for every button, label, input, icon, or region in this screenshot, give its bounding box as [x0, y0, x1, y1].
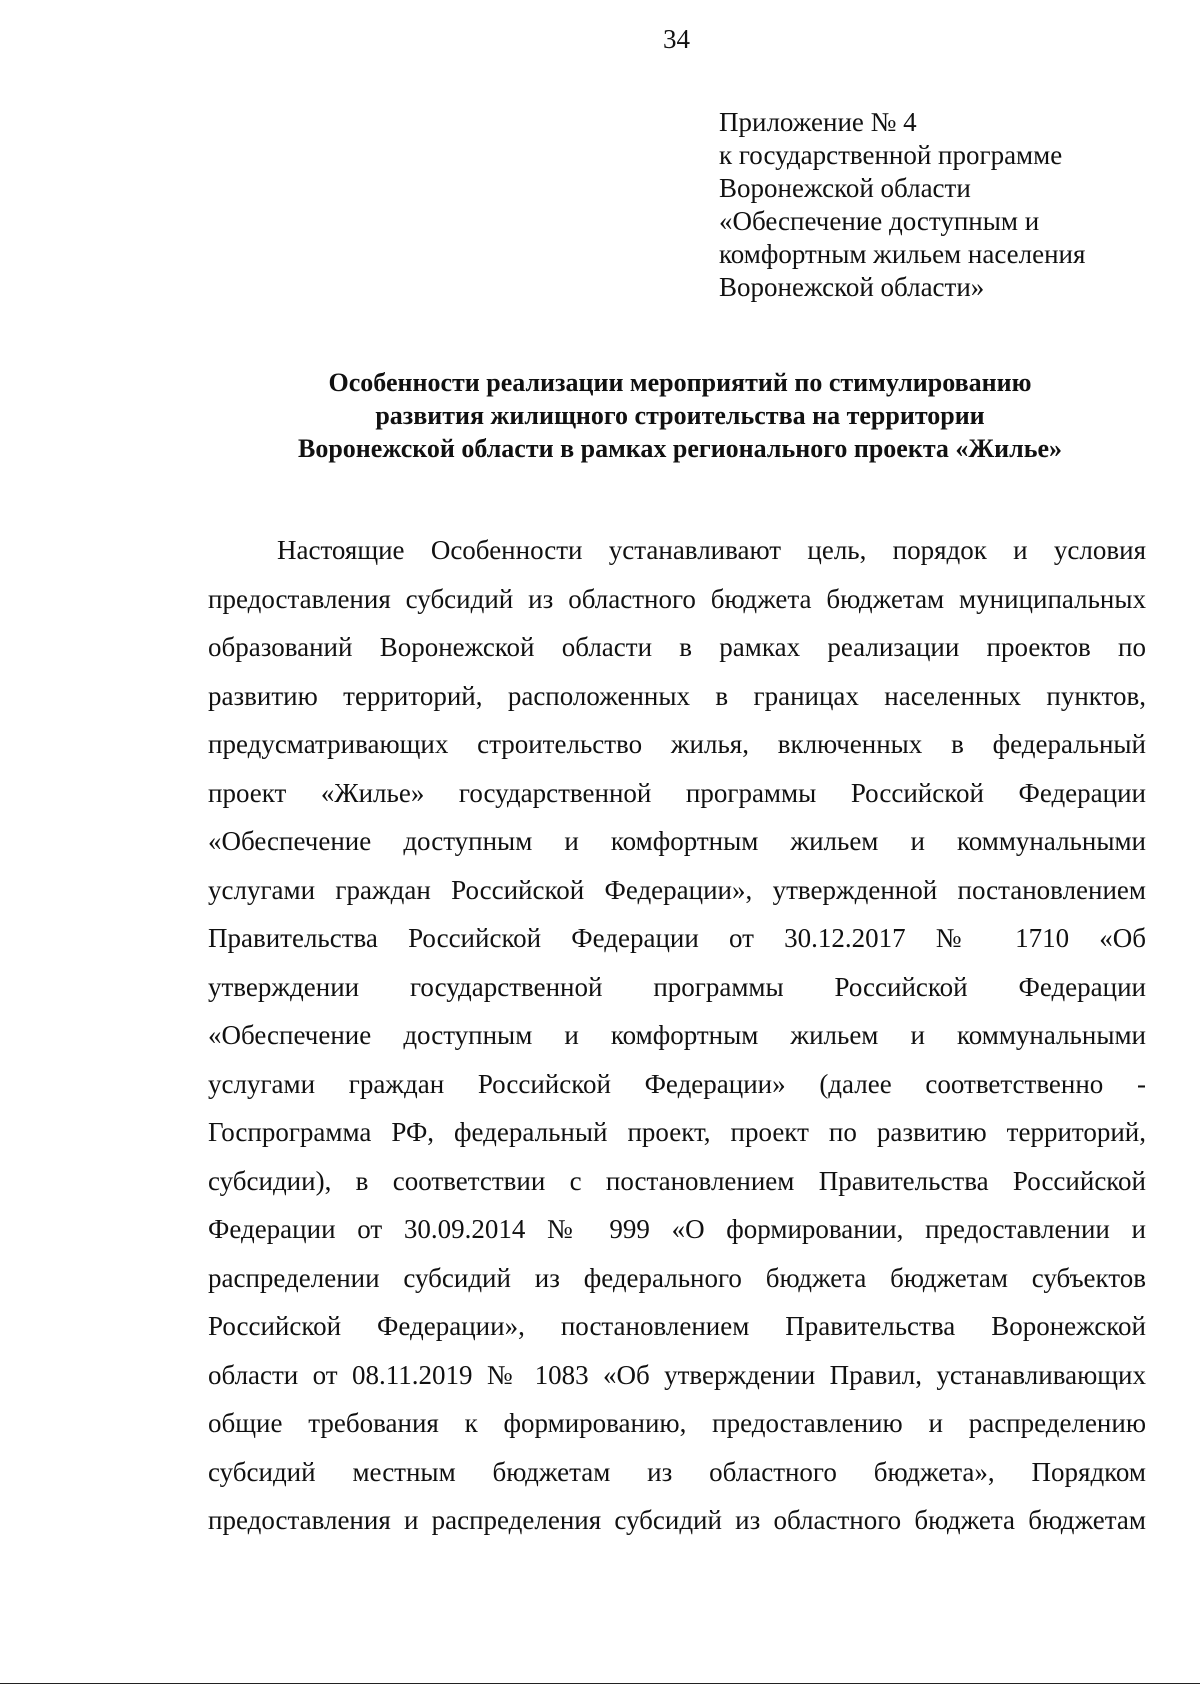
appendix-line: Приложение № 4 — [719, 107, 917, 137]
body-line: предоставления субсидий из областного бюджета бюджетам муниципальных — [208, 583, 1146, 614]
title-line: Воронежской области в рамках регионального проекта «Жилье» — [298, 434, 1062, 463]
body-line: услугами граждан Российской Федерации» (далее соответственно - — [208, 1068, 1146, 1099]
body-line: услугами граждан Российской Федерации», утвержденной постановлением — [208, 874, 1146, 905]
body-line: области от 08.11.2019 № 1083 «Об утверждении Правил, устанавливающих — [208, 1359, 1146, 1390]
body-line: предусматривающих строительство жилья, включенных в федеральный — [208, 729, 1146, 759]
appendix-line: к государственной программе — [719, 140, 1063, 170]
body-paragraph — [208, 526, 1146, 1545]
body-line: Госпрограмма РФ, федеральный проект, проект по развитию территорий, — [208, 1117, 1146, 1147]
body-line: субсидий местным бюджетам из областного бюджета», Порядком — [208, 1456, 1146, 1487]
body-line: утверждении государственной программы Российской Федерации — [208, 971, 1146, 1002]
appendix-line: Воронежской области — [719, 173, 971, 203]
body-line: Настоящие Особенности устанавливают цель, порядок и условия — [277, 535, 1146, 565]
page-number: 34 — [663, 24, 690, 54]
body-line: Правительства Российской Федерации от 30.12.2017 № 1710 «Об — [208, 923, 1146, 953]
appendix-line: Воронежской области» — [719, 272, 985, 302]
body-line: Российской Федерации», постановлением Правительства Воронежской — [208, 1311, 1146, 1341]
body-line: образований Воронежской области в рамках реализации проектов по — [208, 632, 1146, 662]
appendix-line: «Обеспечение доступным и — [719, 206, 1040, 236]
body-line: Федерации от 30.09.2014 № 999 «О формировании, предоставлении и — [208, 1214, 1146, 1244]
body-line: «Обеспечение доступным и комфортным жильем и коммунальными — [208, 1020, 1146, 1050]
body-line: проект «Жилье» государственной программы Российской Федерации — [208, 777, 1146, 808]
title-line: развития жилищного строительства на территории — [375, 401, 985, 430]
bottom-divider — [0, 1683, 1200, 1684]
document-title — [180, 366, 1180, 465]
appendix-header — [719, 106, 1179, 304]
body-line: распределении субсидий из федерального бюджета бюджетам субъектов — [208, 1262, 1146, 1293]
body-line: «Обеспечение доступным и комфортным жильем и коммунальными — [208, 826, 1146, 856]
body-line: развитию территорий, расположенных в границах населенных пунктов, — [208, 680, 1146, 711]
body-line: субсидии), в соответствии с постановлением Правительства Российской — [208, 1165, 1146, 1196]
title-line: Особенности реализации мероприятий по стимулированию — [328, 368, 1032, 397]
body-line: предоставления и распределения субсидий из областного бюджета бюджетам — [208, 1505, 1146, 1535]
body-line: общие требования к формированию, предоставлению и распределению — [208, 1408, 1146, 1438]
appendix-line: комфортным жильем населения — [719, 239, 1086, 269]
